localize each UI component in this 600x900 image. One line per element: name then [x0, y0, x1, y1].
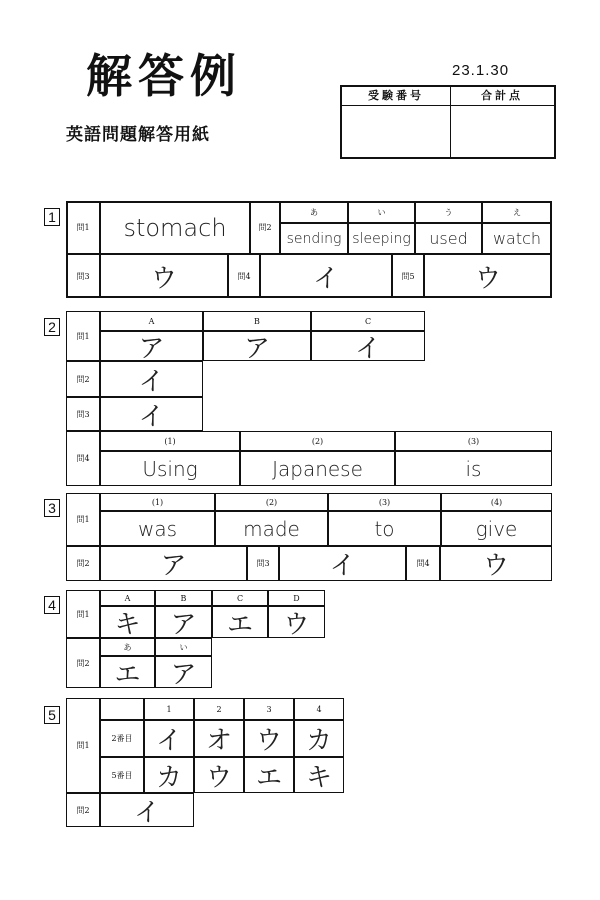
- page-title: 解答例: [86, 49, 242, 103]
- date: 23.1.30: [452, 62, 510, 79]
- column-label: 4: [294, 698, 344, 720]
- q3-label: 問3: [66, 397, 100, 431]
- q3-label: 問3: [247, 546, 279, 581]
- answer-cell: ウ: [440, 546, 552, 581]
- column-label: 3: [244, 698, 294, 720]
- answer-cell: イ: [260, 254, 392, 298]
- answer-cell: sending: [280, 223, 348, 254]
- sub-label: D: [268, 590, 325, 606]
- sub-label: あ: [100, 638, 155, 656]
- answer-cell: イ: [144, 720, 194, 757]
- sub-label: い: [155, 638, 212, 656]
- answer-cell: イ: [100, 397, 203, 431]
- sub-label: (2): [215, 493, 328, 511]
- answer-cell: stomach: [100, 201, 250, 254]
- sub-label: B: [155, 590, 212, 606]
- answer-cell: ア: [155, 656, 212, 688]
- q4-label: 問4: [66, 431, 100, 486]
- answer-cell: ウ: [194, 757, 244, 793]
- q2-label: 問2: [66, 793, 100, 827]
- sub-label: A: [100, 590, 155, 606]
- q1-label: 問1: [66, 201, 100, 254]
- answer-cell: ウ: [244, 720, 294, 757]
- answer-cell: watch: [482, 223, 552, 254]
- q2-label: 問2: [66, 546, 100, 581]
- answer-cell: イ: [100, 361, 203, 397]
- answer-cell: イ: [100, 793, 194, 827]
- answer-cell: ア: [100, 331, 203, 361]
- q2-label: 問2: [250, 201, 280, 254]
- section-number: 4: [44, 596, 60, 614]
- answer-cell: ア: [155, 606, 212, 638]
- divider: [450, 105, 451, 157]
- answer-cell: エ: [244, 757, 294, 793]
- section-number: 5: [44, 706, 60, 724]
- answer-cell: ア: [100, 546, 247, 581]
- answer-cell: used: [415, 223, 482, 254]
- page-subtitle: 英語問題解答用紙: [66, 125, 210, 145]
- sub-label: A: [100, 311, 203, 331]
- answer-cell: Japanese: [240, 451, 395, 486]
- sub-label: (3): [395, 431, 552, 451]
- answer-cell: ウ: [268, 606, 325, 638]
- answer-cell: Using: [100, 451, 240, 486]
- column-label: 2: [194, 698, 244, 720]
- sub-label: (4): [441, 493, 552, 511]
- answer-cell: sleeping: [348, 223, 415, 254]
- answer-cell: キ: [294, 757, 344, 793]
- section-number: 2: [44, 318, 60, 336]
- row-label-second: 2番目: [100, 720, 144, 757]
- row-label-fifth: 5番目: [100, 757, 144, 793]
- answer-cell: エ: [100, 656, 155, 688]
- sub-label: い: [348, 201, 415, 223]
- section-number: 1: [44, 208, 60, 226]
- answer-cell: to: [328, 511, 441, 546]
- q3-label: 問3: [66, 254, 100, 298]
- corner-cell: [100, 698, 144, 720]
- sub-label: あ: [280, 201, 348, 223]
- section-number: 3: [44, 499, 60, 517]
- total-score-label: 合計点: [450, 87, 554, 106]
- column-label: 1: [144, 698, 194, 720]
- answer-cell: ウ: [424, 254, 552, 298]
- sub-label: う: [415, 201, 482, 223]
- score-header-box: [340, 85, 556, 159]
- q5-label: 問5: [392, 254, 424, 298]
- sub-label: (3): [328, 493, 441, 511]
- q2-label: 問2: [66, 638, 100, 688]
- q1-label: 問1: [66, 311, 100, 361]
- answer-cell: was: [100, 511, 215, 546]
- answer-cell: カ: [294, 720, 344, 757]
- sub-label: え: [482, 201, 552, 223]
- answer-cell: is: [395, 451, 552, 486]
- answer-cell: イ: [311, 331, 425, 361]
- answer-cell: エ: [212, 606, 268, 638]
- sub-label: B: [203, 311, 311, 331]
- sub-label: (1): [100, 431, 240, 451]
- answer-cell: ウ: [100, 254, 228, 298]
- answer-cell: made: [215, 511, 328, 546]
- answer-cell: ア: [203, 331, 311, 361]
- sub-label: (2): [240, 431, 395, 451]
- answer-cell: オ: [194, 720, 244, 757]
- answer-cell: カ: [144, 757, 194, 793]
- sub-label: C: [311, 311, 425, 331]
- sub-label: C: [212, 590, 268, 606]
- sub-label: (1): [100, 493, 215, 511]
- q4-label: 問4: [228, 254, 260, 298]
- answer-cell: give: [441, 511, 552, 546]
- q2-label: 問2: [66, 361, 100, 397]
- answer-cell: イ: [279, 546, 406, 581]
- q4-label: 問4: [406, 546, 440, 581]
- q1-label: 問1: [66, 590, 100, 638]
- q1-label: 問1: [66, 493, 100, 546]
- q1-label: 問1: [66, 698, 100, 793]
- exam-number-label: 受験番号: [342, 87, 451, 106]
- answer-cell: キ: [100, 606, 155, 638]
